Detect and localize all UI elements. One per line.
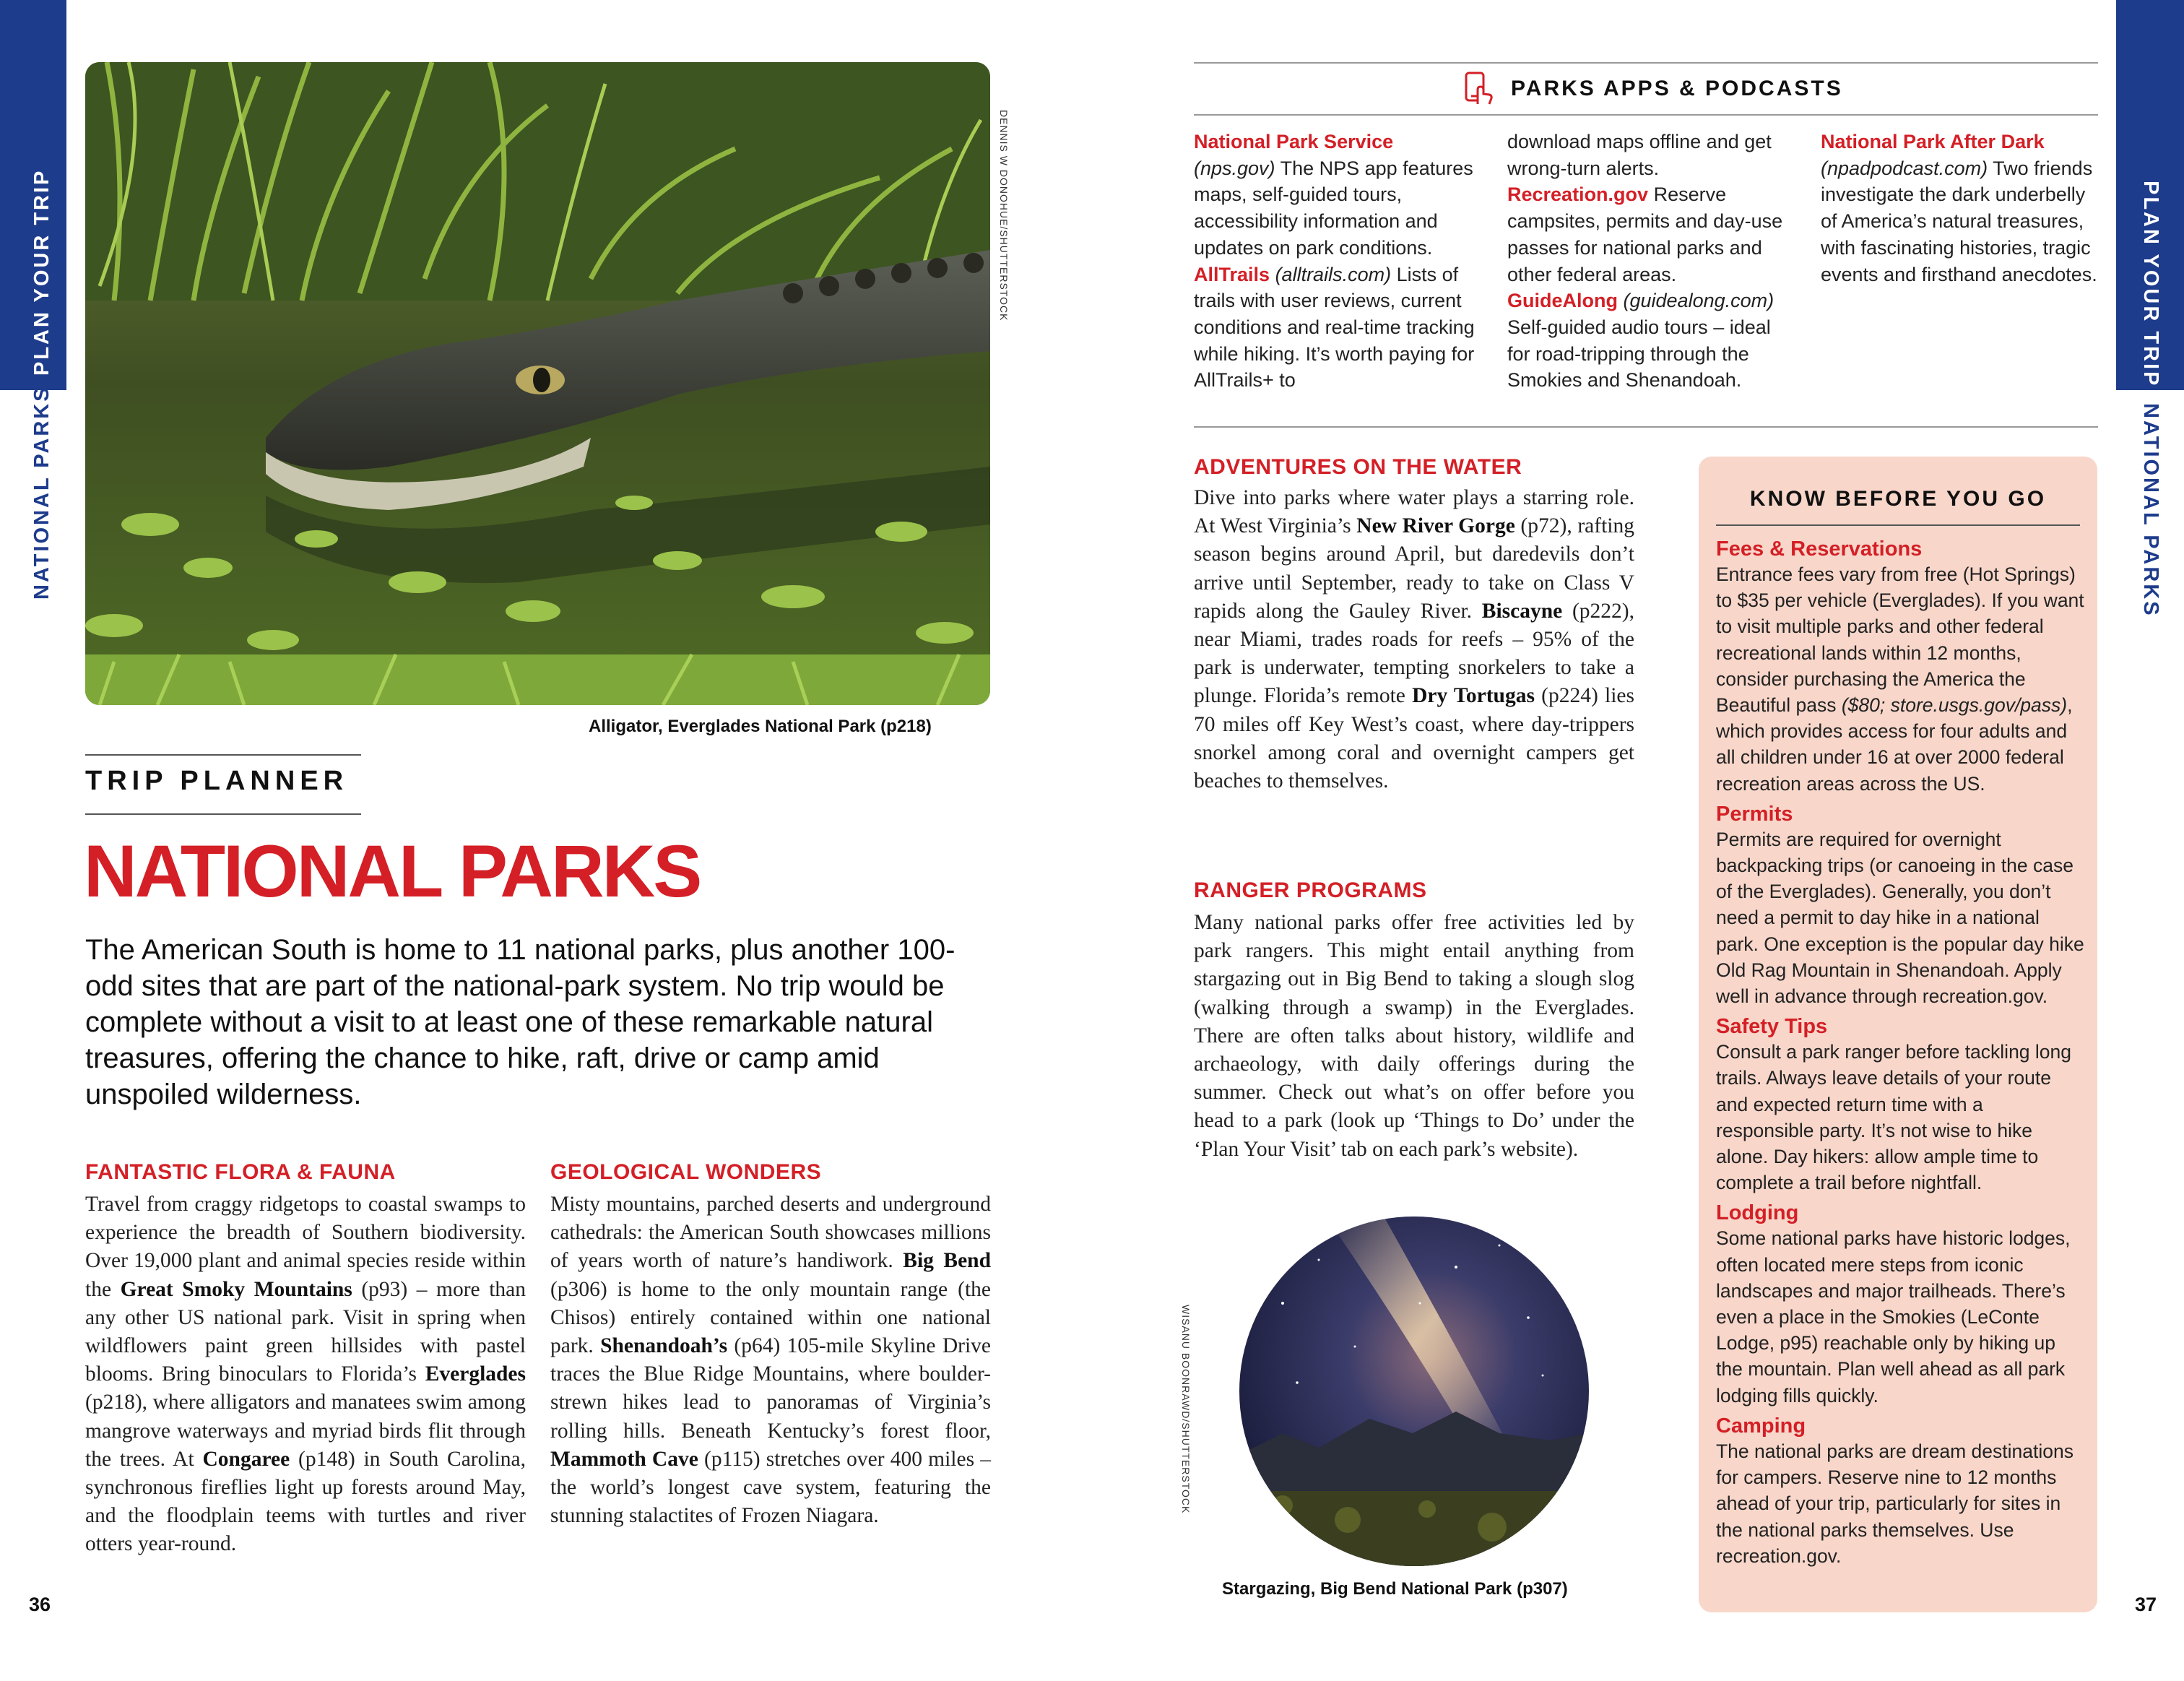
ranger-text: Many national parks offer free activities led by park rangers. This might entail anything from stargazing out in Big Bend to taking a slough slog (walking through a swamp) in the Everglades. There are often talks about history, wildlife and archaeology, with daily offerings during the summer. Check out what’s on offer before you head to a park (look up ‘Things to Do’ under the ‘Plan Your Visit’ tab on each park’s website). bbox=[1194, 911, 1634, 1161]
stargazing-photo-credit: WISANU BOONRAWD/SHUTTERSTOCK bbox=[1180, 1305, 1192, 1514]
apps-rule-mid bbox=[1194, 114, 2098, 116]
apps-rule-bottom bbox=[1194, 426, 2098, 428]
fees-heading: Fees & Reservations bbox=[1716, 537, 1923, 561]
safety-heading: Safety Tips bbox=[1716, 1015, 1828, 1039]
apps-col-3: National Park After Dark (npadpodcast.com) Two friends investigate the dark underbelly of America’s natural treasures, with fascinating histories, tragic events and firsthand anecdotes. bbox=[1821, 131, 2097, 285]
permits-heading: Permits bbox=[1716, 802, 1793, 826]
water-text: Dive into parks where water plays a starring role. At West Virginia’s New River Gorge (p72), rafting season begins around April, but daredevils don’t arrive until September, ready to take on Class V rapids along the Gauley River. Biscayne (p222), near Miami, trades roads for reefs – 95% of the park is underwater, tempting snorkelers to take a plunge. Florida’s remote Dry Tortugas (p224) lies 70 miles off Key West’s coast, where day-trippers snorkel among coral and overnight campers get beaches to themselves. bbox=[1194, 486, 1634, 793]
big-bend: Big Bend bbox=[903, 1249, 991, 1273]
dry-tortugas: Dry Tortugas bbox=[1412, 684, 1535, 708]
safety-text: Consult a park ranger before tackling long trails. Always leave details of your route and expected return time with a responsible party. It’s not wise to hike alone. Day hikers: allow ample time to complete a trail before nightfall. bbox=[1716, 1041, 2072, 1194]
kicker-rule-top bbox=[85, 754, 361, 756]
great-smoky-mountains: Great Smoky Mountains bbox=[120, 1277, 352, 1301]
stargazing-caption: Stargazing, Big Bend National Park (p307) bbox=[1222, 1579, 1568, 1599]
shenandoah: Shenandoah’s bbox=[600, 1334, 728, 1358]
stargazing-photo bbox=[1239, 1217, 1589, 1566]
trip-planner-kicker: TRIP PLANNER bbox=[85, 766, 349, 796]
everglades: Everglades bbox=[425, 1362, 526, 1386]
geo-text: Misty mountains, parched deserts and underground cathedrals: the American South showcases millions of years worth of nature’s handiwork. Big Bend (p306) is home to the only mountain range (the Chisos) entirely contained within one national park. Shenandoah’s (p64) 105-mile Skyline Drive traces the Blue Ridge Mountains, where boulder-strewn hikes lead to panoramas of Virginia’s rolling hills. Beneath Kentucky’s forest floor, Mammoth Cave (p115) stretches over 400 miles – the world’s longest cave system, featuring the stunning stalactites of Frozen Niagara. bbox=[550, 1193, 991, 1528]
page-title: NATIONAL PARKS bbox=[84, 830, 701, 912]
stargazing-illustration bbox=[1239, 1217, 1589, 1566]
kicker-rule-bottom bbox=[85, 813, 361, 815]
ranger-heading: RANGER PROGRAMS bbox=[1194, 878, 1427, 902]
mammoth-cave: Mammoth Cave bbox=[550, 1447, 698, 1471]
lodging-text: Some national parks have historic lodges, often located mere steps from iconic landscapes and major trailheads. There’s even a place in the Smokies (LeConte Lodge, p95) reachable only by hiking up the mountain. Plan well ahead as all park lodging fills quickly. bbox=[1716, 1227, 2071, 1406]
fees-text: Entrance fees vary from free (Hot Springs) to $35 per vehicle (Everglades). If you want to visit multiple parks and other federal recreational lands within 12 months, consider purchasing the America the Beautiful pass ($80; store.usgs.gov/pass), which provides access for four adults and all children under 16 at over 2000 federal recreation areas across the US. bbox=[1716, 563, 2084, 795]
camping-heading: Camping bbox=[1716, 1414, 1806, 1438]
biscayne: Biscayne bbox=[1481, 599, 1563, 623]
lodging-heading: Lodging bbox=[1716, 1201, 1799, 1225]
right-side-label: NATIONAL PARKS bbox=[2139, 403, 2162, 618]
left-tab-label: PLAN YOUR TRIP bbox=[30, 168, 53, 376]
congaree: Congaree bbox=[202, 1447, 290, 1471]
right-page-number: 37 bbox=[2135, 1594, 2157, 1615]
permits-text: Permits are required for overnight backpacking trips (or canoeing in the case of the Everglades). Generally, you don’t need a permit to day hike in a national park. One exception is the popular day hike Old Rag Mountain in Shenandoah. Apply well in advance through recreation.gov. bbox=[1716, 828, 2084, 1008]
geo-heading: GEOLOGICAL WONDERS bbox=[550, 1160, 822, 1184]
know-before-you-go-box bbox=[1699, 457, 2097, 1612]
apps-heading: PARKS APPS & PODCASTS bbox=[1511, 77, 1843, 100]
alligator-photo-credit: DENNIS W DONOHUE/SHUTTERSTOCK bbox=[998, 110, 1010, 321]
new-river-gorge: New River Gorge bbox=[1356, 514, 1515, 538]
flora-text: Travel from craggy ridgetops to coastal swamps to experience the breadth of Southern biodiversity. Over 19,000 plant and animal species reside within the Great Smoky Mountains (p93) – more than any other US national park. Visit in spring when wildflowers paint green hillsides with pastel blooms. Bring binoculars to Florida’s Everglades (p218), where alligators and manatees swim among mangrove waterways and myriad birds flit through the trees. At Congaree (p148) in South Carolina, synchronous fireflies light up forests around May, and the floodplain teems with turtles and river otters year-round. bbox=[85, 1193, 526, 1556]
flora-heading: FANTASTIC FLORA & FAUNA bbox=[85, 1160, 396, 1184]
intro-paragraph: The American South is home to 11 national parks, plus another 100-odd sites that are part of the national-park system. No trip would be complete without a visit to at least one of these remarkable natural treasures, offering the chance to hike, raft, drive or camp amid unspoiled wilderness. bbox=[85, 934, 956, 1110]
right-tab-label: PLAN YOUR TRIP bbox=[2139, 181, 2162, 388]
know-content bbox=[1716, 537, 2084, 1569]
phone-touch-icon bbox=[1462, 71, 1494, 105]
know-heading: KNOW BEFORE YOU GO bbox=[1749, 487, 2047, 511]
camping-text: The national parks are dream destinations for campers. Reserve nine to 12 months ahead of your trip, particularly for sites in the national parks themselves. Use recreation.gov. bbox=[1716, 1440, 2074, 1567]
left-side-label: NATIONAL PARKS bbox=[30, 385, 53, 600]
apps-col-1: National Park Service (nps.gov) The NPS app features maps, self-guided tours, accessibility information and updates on park conditions. AllTrails (alltrails.com) Lists of trails with user reviews, current conditions and real-time tracking while hiking. It’s worth paying for AllTrails+ to bbox=[1194, 131, 1475, 392]
apps-col-2: download maps offline and get wrong-turn alerts. Recreation.gov Reserve campsites, permits and day-use passes for national parks and other federal areas. GuideAlong (guidealong.com) Self-guided audio tours – ideal for road-tripping through the Smokies and Shenandoah. bbox=[1507, 131, 1783, 392]
water-heading: ADVENTURES ON THE WATER bbox=[1194, 455, 1522, 479]
alligator-caption: Alligator, Everglades National Park (p218) bbox=[589, 717, 932, 736]
know-heading-rule bbox=[1716, 524, 2080, 526]
alligator-illustration bbox=[85, 62, 990, 705]
left-page-number: 36 bbox=[29, 1594, 51, 1615]
alligator-photo bbox=[85, 62, 990, 705]
apps-rule-top bbox=[1194, 62, 2098, 64]
